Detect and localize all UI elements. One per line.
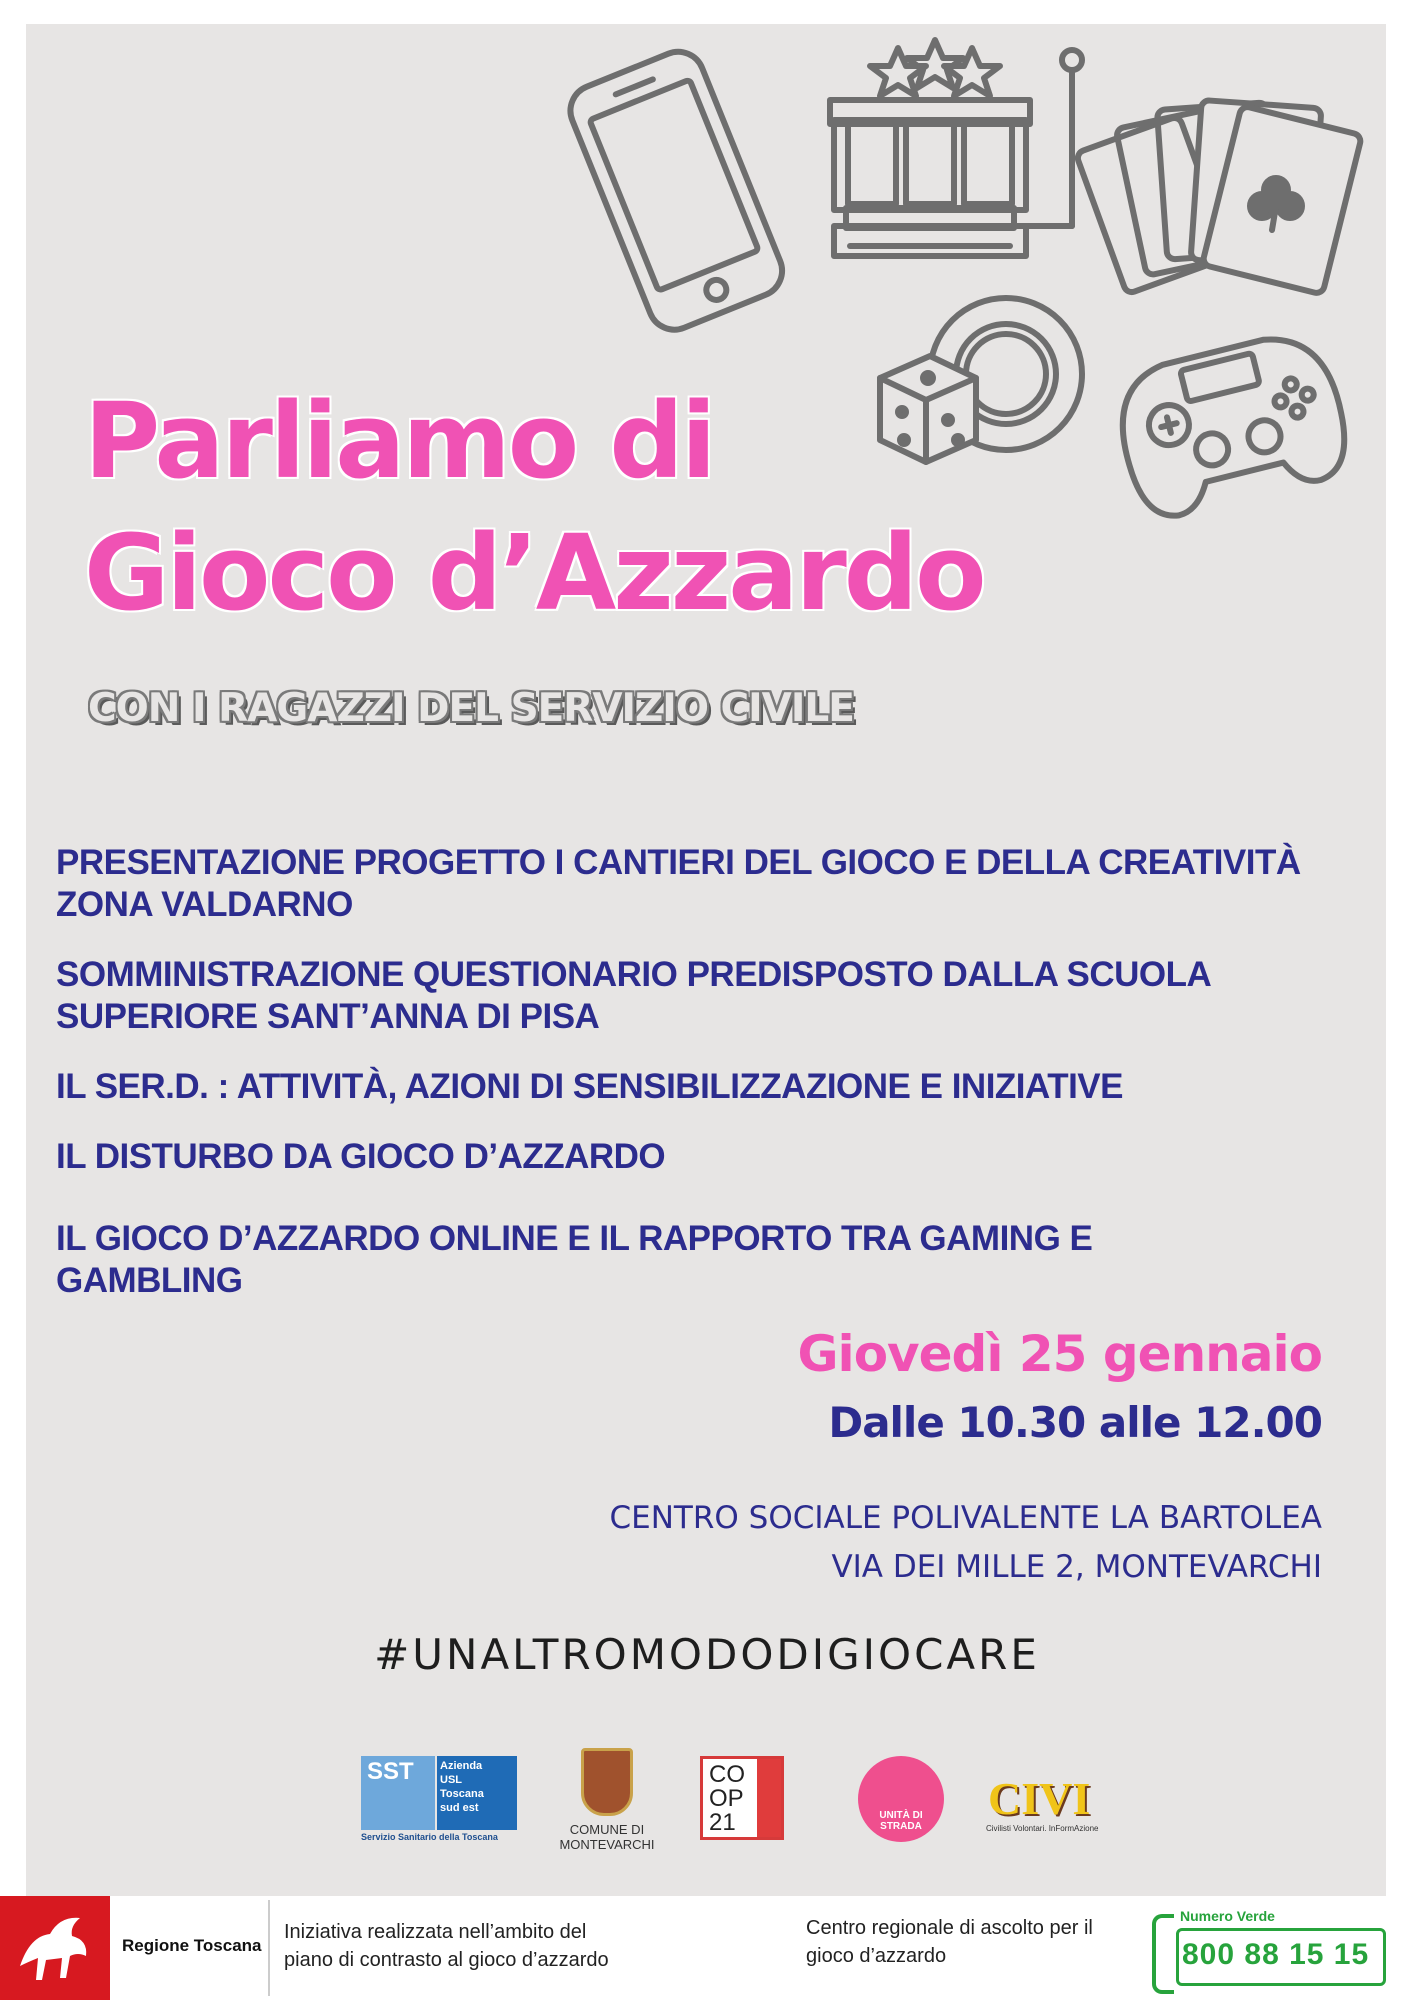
sst-footer-text: Servizio Sanitario della Toscana <box>361 1832 498 1842</box>
usl-line: sud est <box>440 1802 479 1814</box>
numero-verde-badge[interactable] <box>1152 1908 1390 1990</box>
comune-line-1: COMUNE DI <box>569 1822 645 1837</box>
iniziativa-text <box>284 1918 609 1974</box>
phone-handset-icon <box>1152 1914 1174 1994</box>
agenda-list <box>56 842 1336 1302</box>
agenda-item-line: SOMMINISTRAZIONE QUESTIONARIO PREDISPOSTO DALLA SCUOLA <box>56 955 1212 994</box>
sst-badge <box>361 1756 435 1830</box>
usl-line: USL <box>440 1774 462 1786</box>
agenda-item-line: SUPERIORE SANT’ANNA DI PISA <box>56 997 600 1036</box>
agenda-item-line: GAMBLING <box>56 1261 243 1300</box>
crest-icon <box>581 1748 633 1816</box>
agenda-item-line: IL DISTURBO DA GIOCO D’AZZARDO <box>56 1137 666 1176</box>
agenda-item-line: ZONA VALDARNO <box>56 885 353 924</box>
usl-line: Azienda <box>440 1760 483 1772</box>
pegasus-icon <box>0 1896 110 2000</box>
agenda-item <box>56 1218 1336 1302</box>
iniziativa-line-1: Iniziativa realizzata nell’ambito del <box>284 1921 587 1943</box>
slot-machine-icon <box>830 40 1082 256</box>
coop21-band <box>757 1759 781 1837</box>
centro-line-2: gioco d’azzardo <box>806 1945 947 1967</box>
event-venue <box>609 1494 1322 1592</box>
venue-name: CENTRO SOCIALE POLIVALENTE LA BARTOLEA <box>609 1500 1322 1536</box>
civi-logo <box>984 1758 1102 1838</box>
iniziativa-line-2: piano di contrasto al gioco d’azzardo <box>284 1949 609 1971</box>
sst-badge-text: SST <box>367 1758 414 1785</box>
hashtag: #UNALTROMODODIGIOCARE <box>374 1630 1040 1679</box>
centro-line-1: Centro regionale di ascolto per il <box>806 1917 1093 1939</box>
footer-bar <box>0 1896 1414 2000</box>
gamepad-icon <box>1108 326 1356 524</box>
civi-mark: CIVI <box>988 1773 1091 1824</box>
venue-address: VIA DEI MILLE 2, MONTEVARCHI <box>831 1549 1322 1585</box>
numero-verde-number[interactable]: 800 88 15 15 <box>1182 1938 1370 1971</box>
coop21-logo <box>700 1756 784 1840</box>
usl-label <box>437 1756 517 1830</box>
event-date: Giovedì 25 gennaio <box>797 1325 1322 1383</box>
agenda-item <box>56 842 1336 926</box>
playing-cards-icon <box>1076 100 1362 295</box>
title-line-2: Gioco d’Azzardo <box>84 512 984 634</box>
agenda-item <box>56 1136 1336 1178</box>
agenda-item-line: IL GIOCO D’AZZARDO ONLINE E IL RAPPORTO TRA GAMING E <box>56 1219 1093 1258</box>
agenda-item <box>56 954 1336 1038</box>
sst-usl-logo <box>361 1756 517 1840</box>
event-time: Dalle 10.30 alle 12.00 <box>828 1398 1322 1447</box>
regione-toscana-label: Regione Toscana <box>122 1936 262 1955</box>
smartphone-icon <box>563 44 790 338</box>
comune-montevarchi-logo <box>552 1748 662 1852</box>
unita-di-strada-logo <box>858 1756 944 1842</box>
coop21-text: COOP 21 <box>709 1761 745 1836</box>
agenda-item-line: PRESENTAZIONE PROGETTO I CANTIERI DEL GIOCO E DELLA CREATIVITÀ <box>56 843 1301 882</box>
civi-tagline: Civilisti Volontari. InFormAzione <box>986 1824 1099 1833</box>
agenda-item <box>56 1066 1336 1108</box>
numero-verde-label: Numero Verde <box>1180 1908 1275 1924</box>
centro-ascolto-text <box>806 1914 1093 1970</box>
agenda-item-line: IL SER.D. : ATTIVITÀ, AZIONI DI SENSIBILIZZAZIONE E INIZIATIVE <box>56 1067 1123 1106</box>
unita-di-strada-text: UNITÀ DI STRADA <box>879 1810 923 1832</box>
footer-divider <box>268 1900 270 1996</box>
pegasus-shape <box>0 1896 110 2000</box>
comune-line-2: MONTEVARCHI <box>559 1837 655 1852</box>
dice-icon <box>880 356 976 462</box>
subtitle: CON I RAGAZZI DEL SERVIZIO CIVILE <box>88 686 854 731</box>
title-line-1: Parliamo di <box>84 380 714 502</box>
usl-line: Toscana <box>440 1788 484 1800</box>
